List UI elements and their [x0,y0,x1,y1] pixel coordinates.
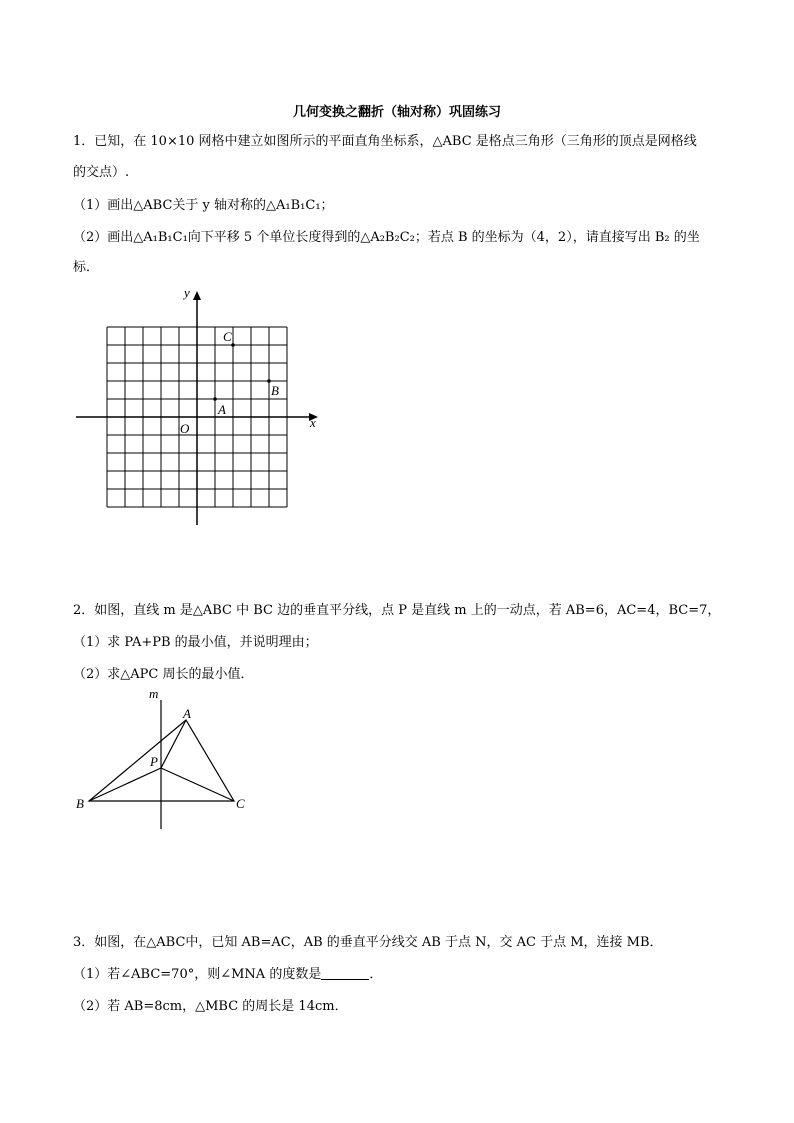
segment-pc [161,768,234,801]
q3-part1-end: ． [369,967,383,982]
q1-part2-line1: （2）画出△A₁B₁C₁向下平移 5 个单位长度得到的△A₂B₂C₂；若点 B 的坐标为（4，2），请直接写出 B₂ 的坐 [73,230,700,245]
q3-stem: 3．如图，在△ABC中，已知 AB=AC，AB 的垂直平分线交 AB 于点 N，交 AC 于点 M，连接 MB． [73,935,663,950]
q2-part2: （2）求△APC 周长的最小值． [73,667,254,682]
label-b: B [271,383,279,398]
x-axis-label: x [310,415,316,430]
q1-stem-line1: 1．已知，在 10×10 网格中建立如图所示的平面直角坐标系，△ABC 是格点三角形（三角形的顶点是网格线 [73,134,697,149]
label-a2: A [183,706,191,721]
label-p: P [150,754,158,769]
q1-stem-line2: 的交点）. [73,165,130,180]
q3-part1 [73,966,382,983]
q3-part2: （2）若 AB=8cm，△MBC 的周长是 14cm． [73,999,348,1014]
label-c2: C [236,796,245,811]
q1-part1: （1）画出△ABC关于 y 轴对称的△A₁B₁C₁； [73,198,334,213]
label-m: m [149,686,159,701]
q1-part2-line2: 标． [73,260,100,275]
y-axis-label: y [184,285,190,300]
label-a: A [218,402,226,417]
label-b2: B [76,796,84,811]
answer-blank[interactable] [321,967,369,980]
q3-part1-text: （1）若∠ABC=70°，则∠MNA 的度数是 [73,967,322,982]
page-title: 几何变换之翻折（轴对称）巩固练习 [292,105,501,120]
q2-part1: （1）求 PA+PB 的最小值，并说明理由； [73,635,318,650]
q2-stem: 2．如图，直线 m 是△ABC 中 BC 边的垂直平分线，点 P 是直线 m 上的一动点，若 AB=6，AC=4，BC=7， [73,603,721,618]
label-c: C [223,329,232,344]
segment-pa [161,720,186,768]
origin-label: O [180,421,190,436]
segment-pb [89,768,161,801]
